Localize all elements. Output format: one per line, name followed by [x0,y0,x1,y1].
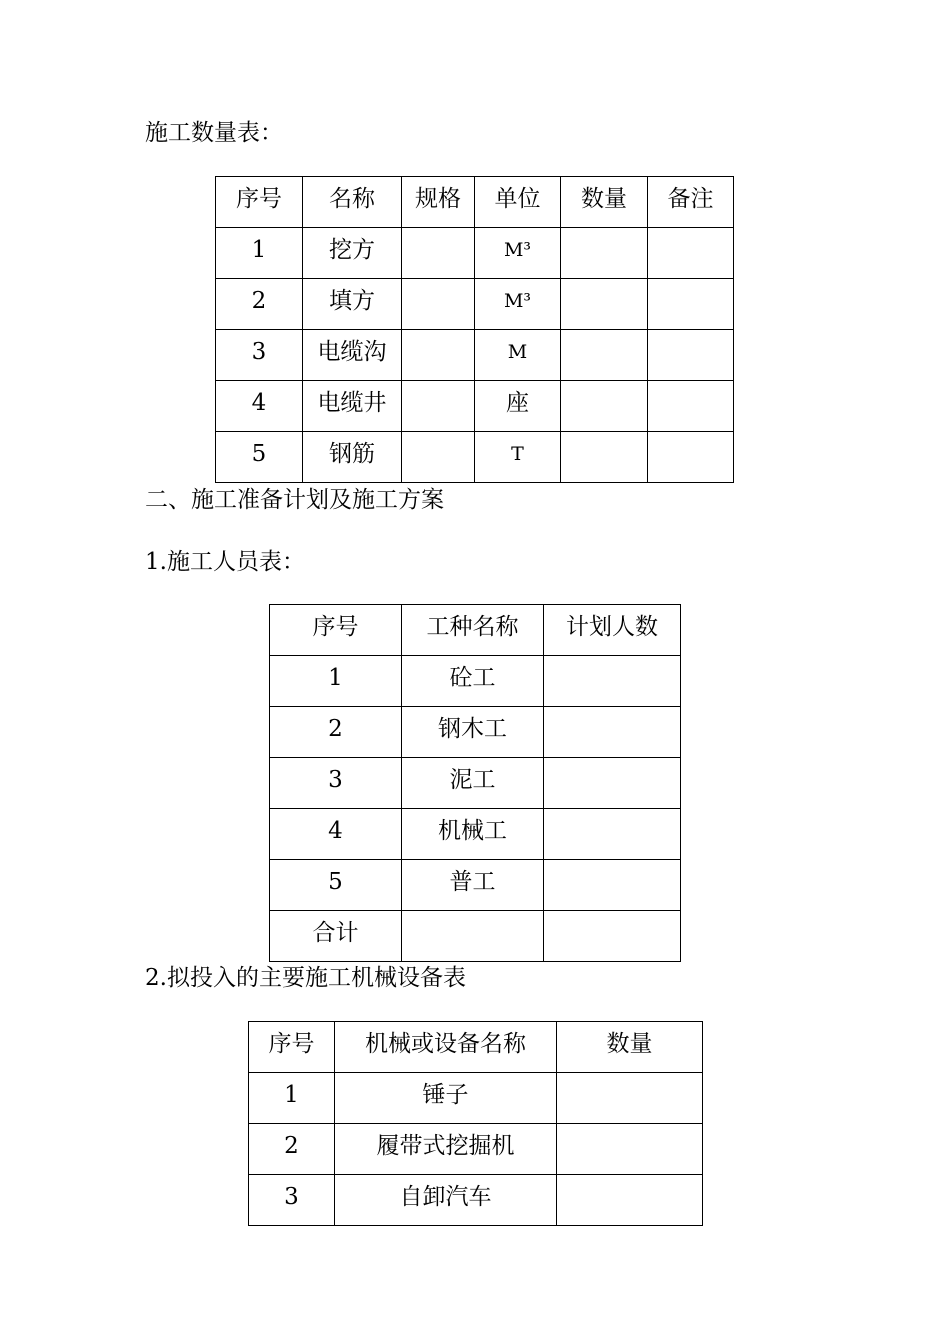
equipment-table-heading: 2.拟投入的主要施工机械设备表 [145,965,466,991]
table-row [216,432,734,483]
table-row [270,860,681,911]
table-cell: 钢筋 [303,432,402,483]
table-cell: M³ [475,228,561,279]
table-cell: 1 [270,656,402,707]
table-row [216,330,734,381]
table-cell: 2 [216,279,303,330]
header-cell: 名称 [303,177,402,228]
quantity-table-heading: 施工数量表： [145,120,283,146]
table-cell [561,279,648,330]
table-row [270,656,681,707]
header-cell: 数量 [561,177,648,228]
table-cell: 普工 [402,860,544,911]
table-cell: T [475,432,561,483]
table-cell [557,1124,703,1175]
table-cell: 钢木工 [402,707,544,758]
header-cell: 序号 [270,605,402,656]
table-cell: 1 [249,1073,335,1124]
equipment-table [248,1021,703,1226]
table-cell [402,279,475,330]
table-cell [557,1073,703,1124]
table-cell [402,911,544,962]
table-cell [648,432,734,483]
table-row [216,279,734,330]
header-cell: 计划人数 [544,605,681,656]
table-cell: 3 [249,1175,335,1226]
table-cell: 电缆沟 [303,330,402,381]
header-cell: 数量 [557,1022,703,1073]
table-cell: 锤子 [335,1073,557,1124]
personnel-table [269,604,681,962]
table-cell [648,381,734,432]
equipment-table-header-row [249,1022,703,1073]
table-cell: 座 [475,381,561,432]
table-cell: 电缆井 [303,381,402,432]
table-cell [544,656,681,707]
section-title: 二、施工准备计划及施工方案 [145,487,444,513]
table-cell: 3 [216,330,303,381]
table-cell: 挖方 [303,228,402,279]
table-cell [561,381,648,432]
table-cell [544,758,681,809]
table-cell: 砼工 [402,656,544,707]
table-cell [402,381,475,432]
table-row [249,1073,703,1124]
quantity-table [215,176,734,483]
table-cell: 3 [270,758,402,809]
header-cell: 序号 [216,177,303,228]
personnel-table-heading: 1.施工人员表： [145,549,305,575]
table-cell: 履带式挖掘机 [335,1124,557,1175]
table-cell: 2 [249,1124,335,1175]
header-cell: 机械或设备名称 [335,1022,557,1073]
table-row [270,758,681,809]
table-row-total [270,911,681,962]
table-cell [544,860,681,911]
table-cell: 自卸汽车 [335,1175,557,1226]
header-cell: 规格 [402,177,475,228]
table-row [216,381,734,432]
header-cell: 工种名称 [402,605,544,656]
table-cell [561,432,648,483]
table-cell: 5 [216,432,303,483]
table-cell: 填方 [303,279,402,330]
table-cell [561,330,648,381]
table-cell [544,707,681,758]
table-cell: 4 [270,809,402,860]
table-row [216,228,734,279]
table-cell [648,330,734,381]
table-cell [648,279,734,330]
table-cell: 4 [216,381,303,432]
table-cell [402,228,475,279]
table-cell: 5 [270,860,402,911]
quantity-table-header-row [216,177,734,228]
table-cell [561,228,648,279]
table-cell [544,911,681,962]
table-cell: M³ [475,279,561,330]
table-row [249,1175,703,1226]
table-cell: 机械工 [402,809,544,860]
table-cell: 合计 [270,911,402,962]
table-cell: 1 [216,228,303,279]
table-cell: 2 [270,707,402,758]
table-cell [402,330,475,381]
table-row [249,1124,703,1175]
header-cell: 序号 [249,1022,335,1073]
table-cell [648,228,734,279]
header-cell: 备注 [648,177,734,228]
table-cell [544,809,681,860]
table-cell: M [475,330,561,381]
table-cell [402,432,475,483]
table-cell [557,1175,703,1226]
personnel-table-header-row [270,605,681,656]
table-row [270,809,681,860]
table-cell: 泥工 [402,758,544,809]
table-row [270,707,681,758]
header-cell: 单位 [475,177,561,228]
